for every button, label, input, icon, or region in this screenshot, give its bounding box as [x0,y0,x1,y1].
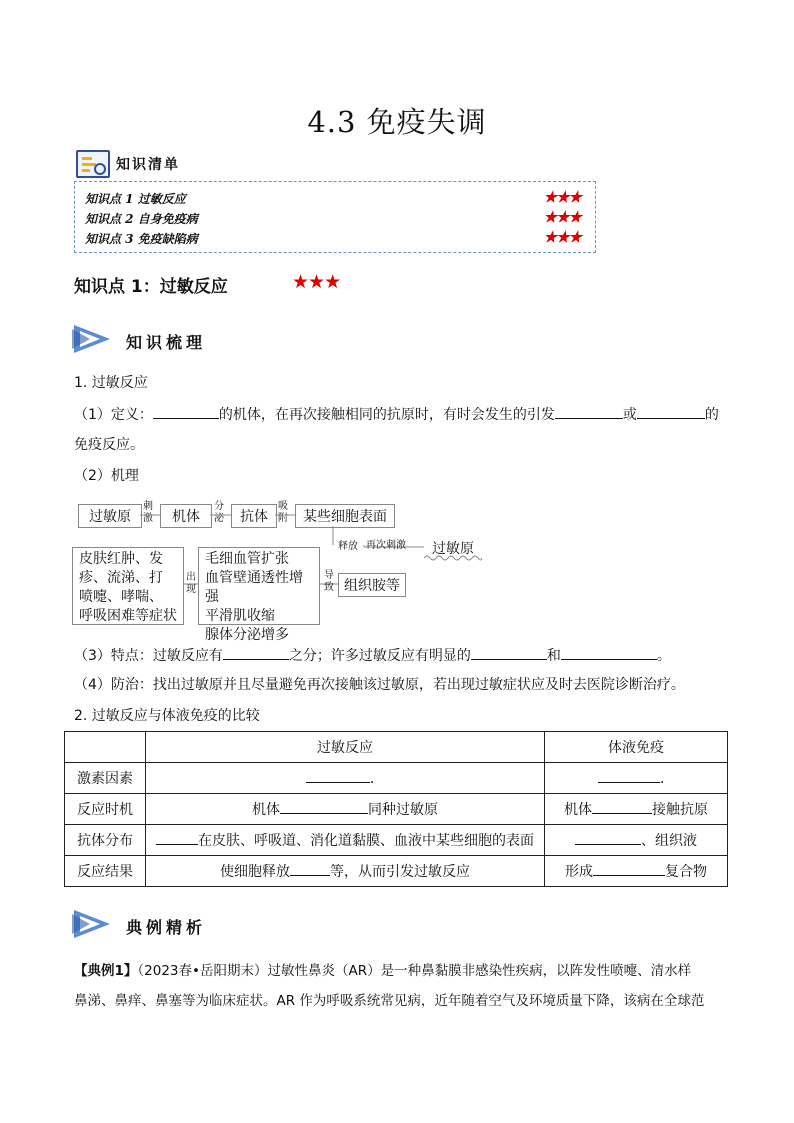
text-span: （1）定义： [74,407,153,423]
table-header-cell [65,732,146,763]
symptom-line: 喷嚏、哮喘、 [79,589,163,605]
fill-blank[interactable] [280,799,368,814]
text-span: 等，从而引发过敏反应 [330,864,470,880]
table-header-row [65,732,728,763]
example-line [74,956,734,986]
checklist-heading: 知识清单 [116,157,180,173]
fill-blank[interactable] [592,799,652,814]
checklist-item-label: 知识点 1 过敏反应 [85,192,186,206]
page-title: 4.3 免疫失调 [307,105,487,139]
fill-blank[interactable] [471,645,547,660]
table-cell [146,763,545,794]
fill-blank[interactable] [156,830,198,845]
example-tag: 【典例1】 [74,963,138,979]
fill-blank[interactable] [575,830,641,845]
symptom-line: 皮肤红肿、发 [79,551,163,567]
table-cell [545,763,728,794]
knowledge-point-heading: 知识点 1：过敏反应 [74,277,228,297]
table-cell [545,794,728,825]
text-span: 或 [622,407,637,423]
effect-line: 平滑肌收缩 [205,608,275,624]
diagram-box-effects [198,547,320,643]
star-rating-icon: ★★★ [543,228,581,246]
diagram-box-antibody: 抗体 [231,504,277,528]
diagram-arrow-label: 导致 [324,570,334,593]
text-span: 的 [704,407,719,423]
text-span: 形成 [565,864,593,880]
effect-line: 血管壁通透性增强 [205,570,303,605]
text-span: 同种过敏原 [368,802,438,818]
text-span: 使细胞释放 [220,864,290,880]
star-rating-icon: ★★★ [543,208,581,226]
row-label: 激素因素 [65,763,146,794]
table-row [65,794,728,825]
diagram-arrow-label: 再次刺激 [366,540,406,551]
table-cell [146,825,545,856]
section-heading: 典例精析 [126,918,207,937]
diagram-box-allergen-again: 过敏原 [432,541,474,557]
row-label: 反应时机 [65,794,146,825]
fill-blank[interactable] [223,645,289,660]
item-heading: 2. 过敏反应与体液免疫的比较 [74,708,260,724]
diagram-arrow-label: 出现 [186,572,196,595]
fill-blank[interactable] [306,768,370,783]
symptom-line: 疹、流涕、打 [79,570,163,586]
diagram-box-allergen: 过敏原 [78,504,142,528]
table-header-cell: 体液免疫 [545,732,728,763]
item-heading: 1. 过敏反应 [74,375,148,391]
diagram-arrow-label: 释放 [338,541,358,552]
text-span: 机体 [564,802,592,818]
example-line: 鼻涕、鼻痒、鼻塞等为临床症状。AR 作为呼吸系统常见病，近年随着空气及环境质量下降，该病在全球范 [74,993,705,1009]
checklist-item-label: 知识点 2 自身免疫病 [85,212,198,226]
definition-line-cont: 免疫反应。 [74,437,144,453]
section-heading: 知识梳理 [126,333,207,352]
text-span: 机体 [252,802,280,818]
mechanism-heading: （2）机理 [74,468,139,484]
text-span: 复合物 [665,864,707,880]
diagram-box-symptoms [72,547,184,625]
table-row [65,856,728,887]
text-span: （2023春•岳阳期末）过敏性鼻炎（AR）是一种鼻黏膜非感染性疾病，以阵发性喷嚏、清水样 [137,963,692,979]
row-label: 抗体分布 [65,825,146,856]
table-cell [545,856,728,887]
text-span: 在皮肤、呼吸道、消化道黏膜、血液中某些细胞的表面 [198,833,534,849]
text-span: 接触抗原 [652,802,708,818]
text-span: ． [370,771,384,787]
text-span: 的机体，在再次接触相同的抗原时，有时会发生的引发 [218,407,555,423]
table-cell [545,825,728,856]
diagram-arrow-label: 刺激 [143,501,153,524]
fill-blank[interactable] [593,861,665,876]
table-row [65,763,728,794]
features-line [74,645,671,666]
text-span: （3）特点：过敏反应有 [74,648,223,664]
fill-blank[interactable] [561,645,657,660]
wavy-underline-icon [424,554,482,562]
diagram-box-body: 机体 [160,504,212,528]
row-label: 反应结果 [65,856,146,887]
fill-blank[interactable] [598,768,660,783]
star-rating-icon: ★★★ [543,188,581,206]
table-header-cell: 过敏反应 [146,732,545,763]
section-arrow-icon [70,906,112,942]
table-row [65,825,728,856]
symptom-line: 呼吸困难等症状 [79,608,177,624]
checklist-item-label: 知识点 3 免疫缺陷病 [85,232,198,246]
text-span: 。 [656,648,671,664]
diagram-arrow-label: 吸附 [278,501,288,524]
text-span: 和 [546,648,561,664]
effect-line: 腺体分泌增多 [205,627,289,643]
text-span: 之分；许多过敏反应有明显的 [288,648,471,664]
table-cell [146,794,545,825]
table-cell [146,856,545,887]
comparison-table [64,731,728,887]
effect-line: 毛细血管扩张 [205,551,289,567]
star-rating-icon: ★★★ [292,271,341,293]
fill-blank[interactable] [290,861,330,876]
text-span: ． [660,771,674,787]
diagram-box-cell-surface: 某些细胞表面 [295,504,395,528]
diagram-arrow-label: 分泌 [214,501,224,524]
prevention-line: （4）防治：找出过敏原并且尽量避免再次接触该过敏原，若出现过敏症状应及时去医院诊断治疗。 [74,677,685,693]
text-span: 、组织液 [641,833,697,849]
diagram-box-histamine: 组织胺等 [338,573,406,597]
